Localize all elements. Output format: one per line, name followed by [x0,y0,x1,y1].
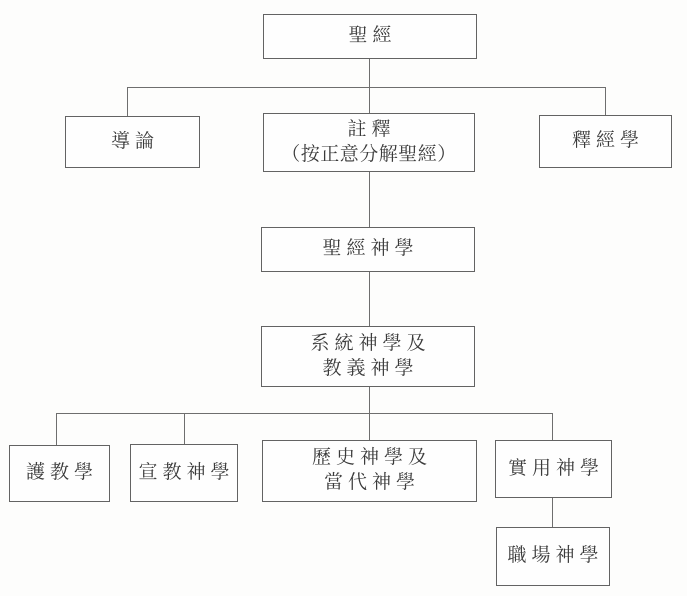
connector-bible-to-row2-bus [369,59,370,87]
node-hermeneutics [539,115,672,168]
node-bible [263,14,477,59]
connector-commentary-to-biblical [369,172,370,227]
node-commentary-label: 註釋 [347,118,396,140]
node-mission-theology-label: 宣教神學 [138,461,235,483]
node-systematic-theology-line1: 系統神學及 [310,332,431,354]
node-commentary-sublabel: （按正意分解聖經） [281,143,457,165]
node-commentary [263,113,475,172]
connector-systematic-to-row5-bus [369,387,370,413]
node-bible-label: 聖經 [348,25,397,47]
connector-bus-to-practical-theology [552,413,553,440]
node-marketplace-theology-label: 職場神學 [507,545,604,567]
node-hermeneutics-label: 釋經學 [571,130,644,152]
node-historical-theology-line1: 歷史神學及 [311,447,432,469]
connector-bus-to-apologetics [56,413,57,445]
connector-row2-bus [127,87,606,88]
node-systematic-theology [261,326,475,387]
node-marketplace-theology [496,527,610,586]
node-systematic-theology-line2: 教義神學 [322,357,419,379]
connector-row5-bus [56,413,553,414]
node-introduction-label: 導論 [110,130,159,152]
node-practical-theology-label: 實用神學 [507,457,604,479]
node-historical-theology [262,440,477,502]
node-biblical-theology [261,227,475,272]
connector-biblical-to-systematic [369,272,370,326]
connector-bus-to-historical-theology [369,413,370,440]
node-apologetics [9,445,110,502]
node-apologetics-label: 護教學 [25,462,98,484]
node-introduction [65,116,200,168]
connector-bus-to-introduction [127,87,128,116]
connector-bus-to-hermeneutics [605,87,606,115]
node-practical-theology [495,440,612,498]
node-historical-theology-line2: 當代神學 [323,472,420,493]
connector-bus-to-commentary [369,87,370,113]
connector-bus-to-mission-theology [184,413,185,444]
connector-practical-to-marketplace [552,498,553,527]
node-mission-theology [130,444,238,502]
node-biblical-theology-label: 聖經神學 [322,238,419,260]
